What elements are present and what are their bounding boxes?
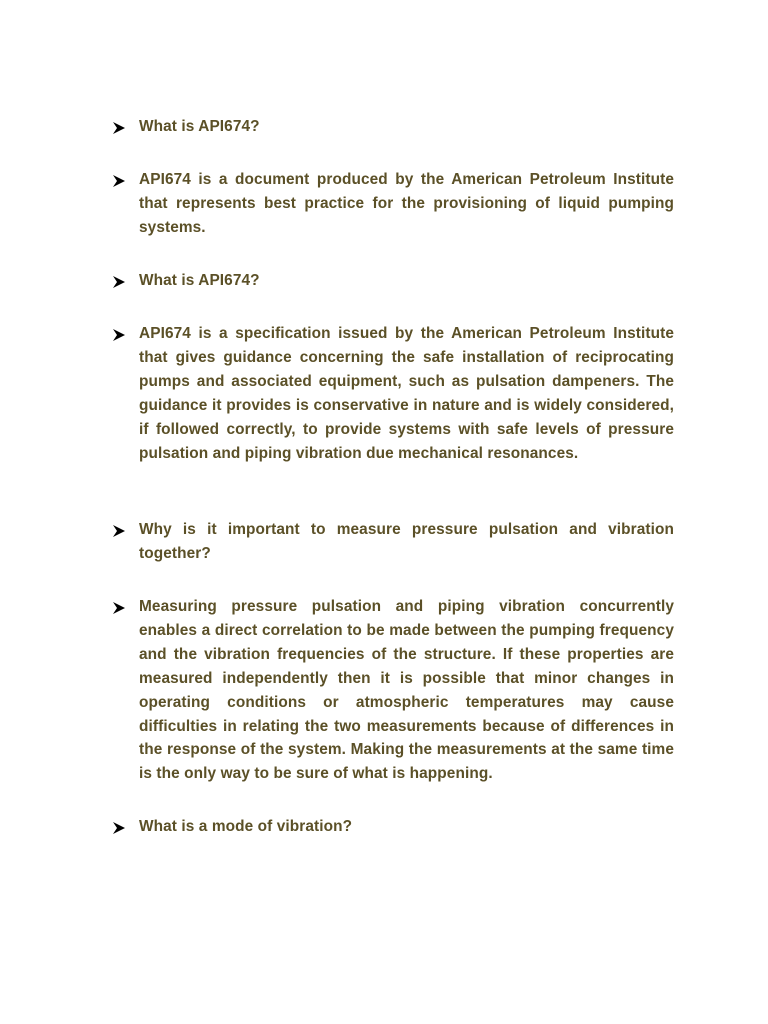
- list-item: [112, 115, 674, 139]
- list-item: [112, 269, 674, 293]
- arrowhead-bullet-icon: [112, 601, 126, 615]
- arrowhead-bullet-icon: [112, 524, 126, 538]
- arrowhead-bullet-icon: [112, 174, 126, 188]
- question-text: What is API674?: [139, 118, 260, 135]
- question-text: Why is it important to measure pressure pulsation and vibration together?: [139, 521, 674, 562]
- list-item: [112, 595, 674, 786]
- answer-text: Measuring pressure pulsation and piping vibration concurrently enables a direct correlation to be made between the pumping frequency and the vibration frequencies of the structure. If these properties are measured independently then it is possible that minor changes in operating conditions or atmospheric temperatures may cause difficulties in relating the two measurements because of differences in the response of the system. Making the measurements at the same time is the only way to be sure of what is happening.: [139, 598, 674, 783]
- question-text: What is a mode of vibration?: [139, 818, 353, 835]
- arrowhead-bullet-icon: [112, 821, 126, 835]
- list-item: [112, 322, 674, 465]
- arrowhead-bullet-icon: [112, 275, 126, 289]
- list-item: [112, 518, 674, 566]
- arrowhead-bullet-icon: [112, 121, 126, 135]
- list-item: [112, 168, 674, 240]
- answer-text: API674 is a document produced by the American Petroleum Institute that represents best practice for the provisioning of liquid pumping systems.: [139, 171, 674, 236]
- list-item: [112, 815, 674, 839]
- question-text: What is API674?: [139, 272, 260, 289]
- answer-text: API674 is a specification issued by the American Petroleum Institute that gives guidance concerning the safe installation of reciprocating pumps and associated equipment, such as pulsation dampeners. The guidance it provides is conservative in nature and is widely considered, if followed correctly, to provide systems with safe levels of pressure pulsation and piping vibration due mechanical resonances.: [139, 325, 674, 462]
- arrowhead-bullet-icon: [112, 328, 126, 342]
